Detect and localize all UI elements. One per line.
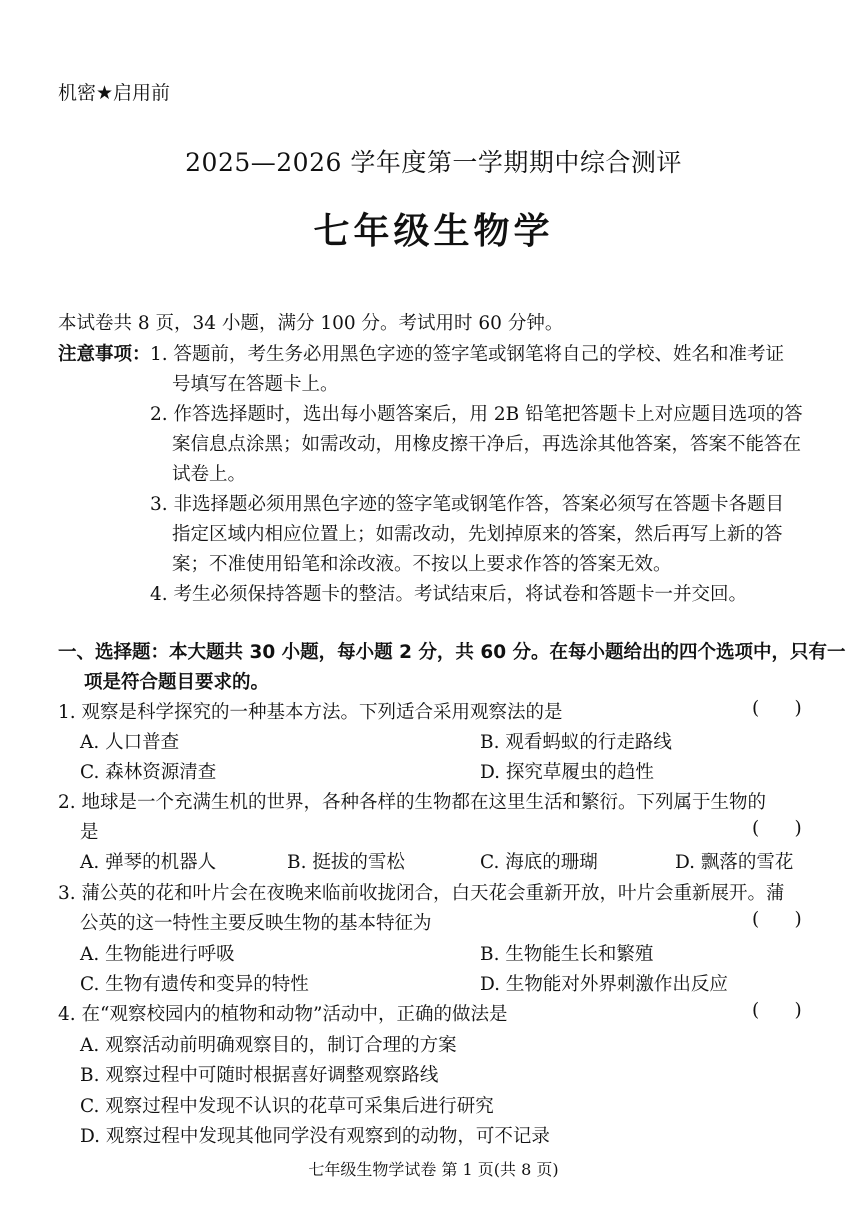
option-a: A. 弹琴的机器人 [80, 852, 217, 873]
page-footer: 七年级生物学试卷 第 1 页(共 8 页) [308, 1160, 559, 1179]
option-d: D. 飘落的雪花 [675, 852, 794, 873]
section-heading: 项是符合题目要求的。 [84, 672, 270, 693]
notice-label: 注意事项： [58, 344, 151, 365]
option-c: C. 海底的珊瑚 [480, 852, 598, 873]
notice-line: 试卷上。 [172, 464, 247, 485]
notice-line: 号填写在答题卡上。 [172, 374, 339, 395]
subject-title: 七年级生物学 [313, 211, 554, 252]
notice-line: 案；不准使用铅笔和涂改液。不按以上要求作答的答案无效。 [172, 554, 672, 575]
option-a: A. 观察活动前明确观察目的，制订合理的方案 [80, 1035, 457, 1056]
answer-bracket: ( ) [752, 698, 802, 719]
option-c: C. 森林资源清查 [80, 762, 217, 783]
answer-bracket: ( ) [752, 818, 802, 839]
option-b: B. 生物能生长和繁殖 [480, 944, 654, 965]
option-c: C. 生物有遗传和变异的特性 [80, 974, 309, 995]
option-d: D. 观察过程中发现其他同学没有观察到的动物，可不记录 [80, 1126, 550, 1147]
question-stem: 1. 观察是科学探究的一种基本方法。下列适合采用观察法的是 [58, 702, 563, 723]
notice-line: 3. 非选择题必须用黑色字迹的签字笔或钢笔作答，答案必须写在答题卡各题目 [150, 494, 785, 515]
option-c: C. 观察过程中发现不认识的花草可采集后进行研究 [80, 1096, 494, 1117]
question-stem: 2. 地球是一个充满生机的世界，各种各样的生物都在这里生活和繁衍。下列属于生物的 [58, 792, 767, 813]
notice-line: 案信息点涂黑；如需改动，用橡皮擦干净后，再选涂其他答案，答案不能答在 [172, 434, 802, 455]
option-b: B. 观察过程中可随时根据喜好调整观察路线 [80, 1065, 439, 1086]
section-heading: 一、选择题：本大题共 30 小题，每小题 2 分，共 60 分。在每小题给出的四个选项中，只有一 [58, 642, 846, 663]
option-a: A. 生物能进行呼吸 [80, 944, 235, 965]
notice-line: 1. 答题前，考生务必用黑色字迹的签字笔或钢笔将自己的学校、姓名和准考证 [150, 344, 785, 365]
option-b: B. 观看蚂蚁的行走路线 [480, 732, 672, 753]
option-d: D. 探究草履虫的趋性 [480, 762, 654, 783]
notice-line: 指定区域内相应位置上；如需改动，先划掉原来的答案，然后再写上新的答 [172, 524, 783, 545]
notice-line: 4. 考生必须保持答题卡的整洁。考试结束后，将试卷和答题卡一并交回。 [150, 584, 748, 605]
option-a: A. 人口普查 [80, 732, 180, 753]
answer-bracket: ( ) [752, 1000, 802, 1021]
question-stem: 公英的这一特性主要反映生物的基本特征为 [80, 913, 432, 934]
question-stem: 是 [80, 822, 99, 843]
confidential-mark: 机密★启用前 [58, 82, 171, 104]
question-stem: 3. 蒲公英的花和叶片会在夜晚来临前收拢闭合，白天花会重新开放，叶片会重新展开。蒲 [58, 883, 785, 904]
question-stem: 4. 在“观察校园内的植物和动物”活动中，正确的做法是 [58, 1004, 508, 1025]
option-b: B. 挺拔的雪松 [287, 852, 405, 873]
exam-intro: 本试卷共 8 页，34 小题，满分 100 分。考试用时 60 分钟。 [58, 313, 564, 334]
exam-title: 2025—2026 学年度第一学期期中综合测评 [185, 148, 682, 177]
notice-line: 2. 作答选择题时，选出每小题答案后，用 2B 铅笔把答题卡上对应题目选项的答 [150, 404, 803, 425]
option-d: D. 生物能对外界刺激作出反应 [480, 974, 728, 995]
answer-bracket: ( ) [752, 909, 802, 930]
